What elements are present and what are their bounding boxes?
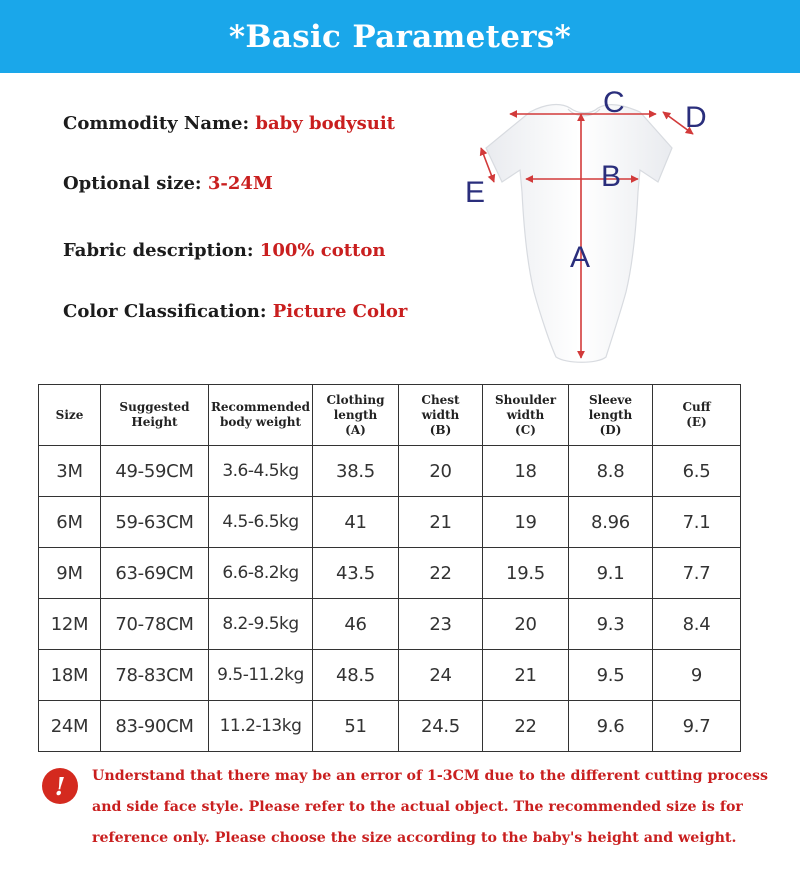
table-cell: 12M [39, 599, 101, 650]
table-header-text: (B) [429, 422, 452, 437]
table-cell: 9.7 [653, 701, 741, 752]
table-cell: 8.96 [569, 497, 653, 548]
table-row [39, 497, 741, 548]
table-header-cell [313, 385, 399, 446]
table-cell: 21 [483, 650, 569, 701]
table-header-text: Shoulder [494, 392, 557, 407]
table-cell: 9.5 [569, 650, 653, 701]
table-header-text: Size [55, 407, 84, 422]
size-table [38, 384, 741, 752]
table-cell: 21 [399, 497, 483, 548]
table-header-text: Cuff [682, 400, 711, 414]
table-cell: 9 [653, 650, 741, 701]
table-cell: 20 [483, 599, 569, 650]
table-row [39, 599, 741, 650]
table-header-text: length [333, 407, 378, 422]
table-cell: 41 [313, 497, 399, 548]
table-header-text: width [421, 407, 460, 422]
table-cell: 78-83CM [101, 650, 209, 701]
param-label: Color Classification: [63, 301, 273, 322]
table-row [39, 701, 741, 752]
table-header-cell [569, 385, 653, 446]
param-color [63, 301, 407, 322]
table-cell: 9M [39, 548, 101, 599]
table-cell: 8.4 [653, 599, 741, 650]
table-cell: 3M [39, 446, 101, 497]
table-cell: 46 [313, 599, 399, 650]
table-cell: 24 [399, 650, 483, 701]
table-cell: 22 [399, 548, 483, 599]
table-cell: 8.2-9.5kg [209, 599, 313, 650]
table-cell: 19 [483, 497, 569, 548]
table-cell: 83-90CM [101, 701, 209, 752]
table-header-cell [39, 385, 101, 446]
table-row [39, 650, 741, 701]
table-cell: 23 [399, 599, 483, 650]
table-cell: 6M [39, 497, 101, 548]
table-header-text: Height [131, 415, 178, 429]
table-cell: 24M [39, 701, 101, 752]
notice-text: Understand that there may be an error of 1-3CM due to the different cutting process and side face style. Please refer to the actual object. The recommended size is for reference only. Please choose the size according to the baby's height and weight. [92, 768, 768, 846]
table-header-text: Clothing [326, 392, 385, 407]
title-banner [0, 0, 800, 73]
table-header-text: Suggested [119, 400, 190, 414]
table-cell: 3.6-4.5kg [209, 446, 313, 497]
bodysuit-diagram [460, 82, 730, 372]
table-header-text: length [588, 407, 633, 422]
table-header-cell [101, 385, 209, 446]
label-c: C [603, 86, 625, 119]
param-value: Picture Color [272, 301, 408, 322]
table-header-cell [653, 385, 741, 446]
table-header-text: Sleeve [588, 392, 633, 407]
table-cell: 7.7 [653, 548, 741, 599]
table-header-text: (E) [686, 415, 707, 429]
table-cell: 22 [483, 701, 569, 752]
table-cell: 18 [483, 446, 569, 497]
table-cell: 18M [39, 650, 101, 701]
bodysuit-shape [486, 105, 672, 363]
param-optional-size [63, 173, 273, 194]
table-header-cell [209, 385, 313, 446]
table-header-cell [483, 385, 569, 446]
table-body [39, 446, 741, 752]
table-header-text: (D) [599, 422, 622, 437]
table-header-text: Recommended [210, 400, 311, 414]
table-cell: 38.5 [313, 446, 399, 497]
table-header-text: (A) [345, 422, 366, 437]
param-label: Fabric description: [63, 240, 260, 261]
param-value: 100% cotton [259, 240, 386, 261]
label-e: E [465, 176, 486, 209]
table-cell: 43.5 [313, 548, 399, 599]
table-cell: 51 [313, 701, 399, 752]
table-cell: 9.5-11.2kg [209, 650, 313, 701]
table-row [39, 446, 741, 497]
param-commodity-name [63, 113, 395, 134]
table-cell: 9.1 [569, 548, 653, 599]
label-a: A [570, 241, 591, 274]
label-b: B [601, 160, 622, 193]
page-title: *Basic Parameters* [228, 18, 572, 55]
table-header-text: width [506, 407, 545, 422]
label-d: D [685, 101, 707, 134]
table-cell: 49-59CM [101, 446, 209, 497]
table-cell: 6.5 [653, 446, 741, 497]
table-cell: 70-78CM [101, 599, 209, 650]
table-cell: 7.1 [653, 497, 741, 548]
table-cell: 19.5 [483, 548, 569, 599]
table-cell: 20 [399, 446, 483, 497]
param-label: Commodity Name: [63, 113, 256, 134]
table-cell: 24.5 [399, 701, 483, 752]
table-cell: 11.2-13kg [209, 701, 313, 752]
table-row [39, 548, 741, 599]
exclamation-icon: ! [42, 768, 78, 804]
table-cell: 9.3 [569, 599, 653, 650]
table-header-text: (C) [515, 422, 536, 437]
table-cell: 59-63CM [101, 497, 209, 548]
table-cell: 6.6-8.2kg [209, 548, 313, 599]
table-cell: 48.5 [313, 650, 399, 701]
table-header-cell [399, 385, 483, 446]
table-header-row [39, 385, 741, 446]
table-cell: 9.6 [569, 701, 653, 752]
table-header-text: Chest [421, 392, 460, 407]
table-header-text: body weight [219, 415, 302, 429]
param-fabric [63, 240, 385, 261]
param-value: baby bodysuit [255, 113, 395, 134]
table-cell: 4.5-6.5kg [209, 497, 313, 548]
table-cell: 63-69CM [101, 548, 209, 599]
table-cell: 8.8 [569, 446, 653, 497]
param-label: Optional size: [63, 173, 208, 194]
param-value: 3-24M [207, 173, 273, 194]
